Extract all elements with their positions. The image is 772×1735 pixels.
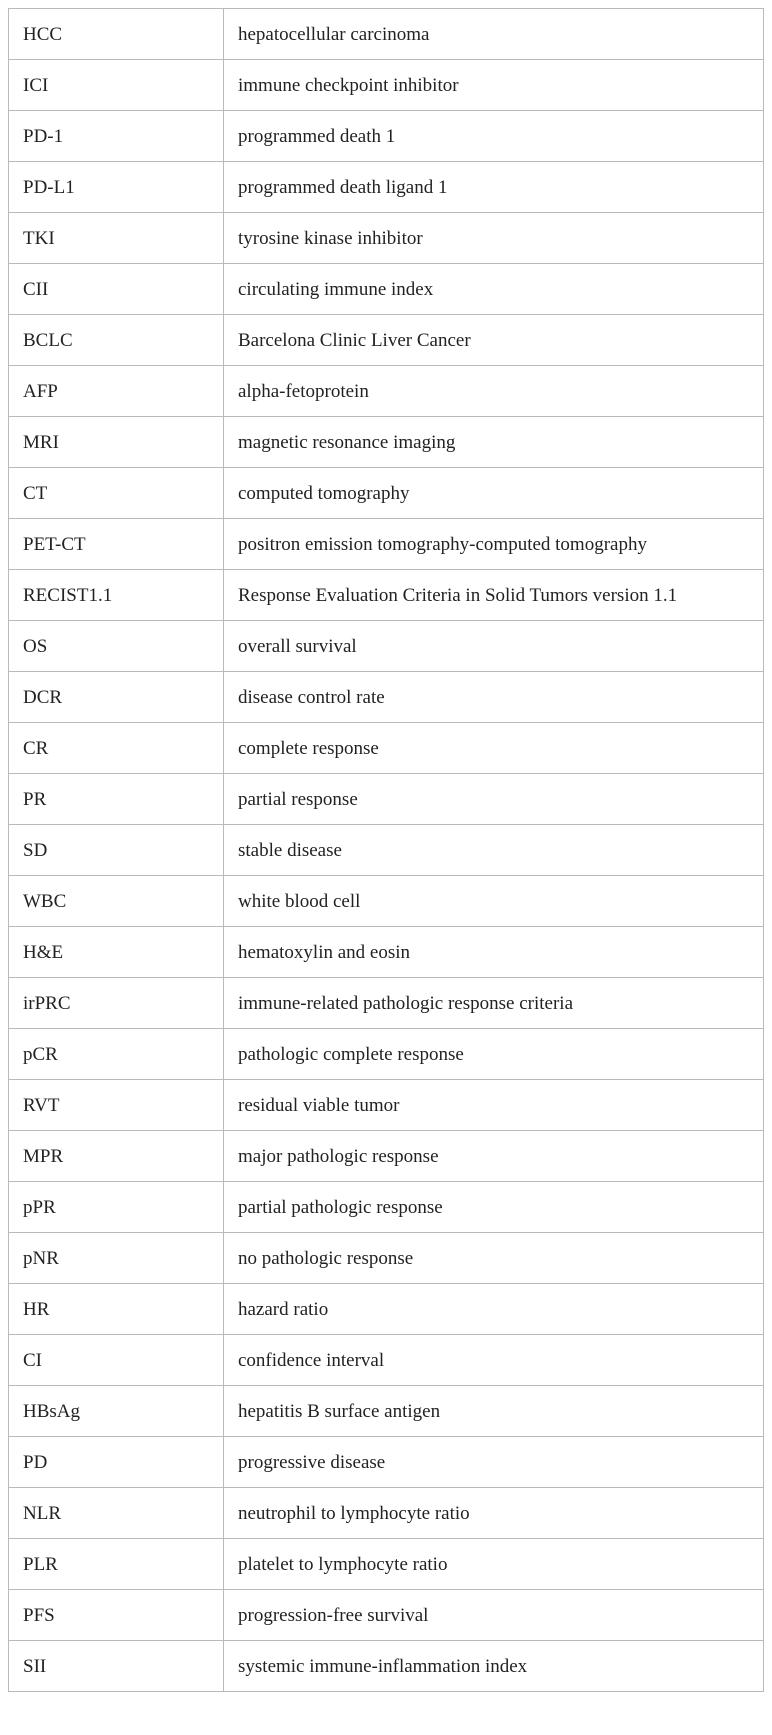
definition-cell: progressive disease bbox=[224, 1437, 764, 1488]
abbreviation-cell: irPRC bbox=[9, 978, 224, 1029]
table-row bbox=[9, 774, 764, 825]
definition-cell: white blood cell bbox=[224, 876, 764, 927]
definition-cell: programmed death ligand 1 bbox=[224, 162, 764, 213]
abbreviation-cell: HBsAg bbox=[9, 1386, 224, 1437]
definition-cell: magnetic resonance imaging bbox=[224, 417, 764, 468]
table-row bbox=[9, 1131, 764, 1182]
table-row bbox=[9, 621, 764, 672]
abbreviation-cell: H&E bbox=[9, 927, 224, 978]
definition-cell: residual viable tumor bbox=[224, 1080, 764, 1131]
definition-cell: alpha-fetoprotein bbox=[224, 366, 764, 417]
table-row bbox=[9, 1437, 764, 1488]
abbreviation-cell: pCR bbox=[9, 1029, 224, 1080]
abbreviation-cell: CT bbox=[9, 468, 224, 519]
definition-cell: programmed death 1 bbox=[224, 111, 764, 162]
abbreviation-cell: ICI bbox=[9, 60, 224, 111]
table-row bbox=[9, 468, 764, 519]
abbreviations-table-body bbox=[9, 9, 764, 1692]
abbreviation-cell: RECIST1.1 bbox=[9, 570, 224, 621]
abbreviation-cell: HR bbox=[9, 1284, 224, 1335]
definition-cell: computed tomography bbox=[224, 468, 764, 519]
abbreviation-cell: PLR bbox=[9, 1539, 224, 1590]
table-row bbox=[9, 927, 764, 978]
table-row bbox=[9, 723, 764, 774]
table-row bbox=[9, 1080, 764, 1131]
abbreviation-cell: MRI bbox=[9, 417, 224, 468]
definition-cell: immune-related pathologic response criteria bbox=[224, 978, 764, 1029]
table-row bbox=[9, 1284, 764, 1335]
table-row bbox=[9, 519, 764, 570]
abbreviation-cell: BCLC bbox=[9, 315, 224, 366]
definition-cell: progression-free survival bbox=[224, 1590, 764, 1641]
definition-cell: systemic immune-inflammation index bbox=[224, 1641, 764, 1692]
abbreviation-cell: PR bbox=[9, 774, 224, 825]
abbreviations-table bbox=[8, 8, 764, 1692]
table-row bbox=[9, 1590, 764, 1641]
table-row bbox=[9, 315, 764, 366]
table-row bbox=[9, 825, 764, 876]
table-row bbox=[9, 1233, 764, 1284]
abbreviation-cell: PD-1 bbox=[9, 111, 224, 162]
abbreviation-cell: pNR bbox=[9, 1233, 224, 1284]
abbreviation-cell: CR bbox=[9, 723, 224, 774]
abbreviation-cell: WBC bbox=[9, 876, 224, 927]
definition-cell: hepatitis B surface antigen bbox=[224, 1386, 764, 1437]
definition-cell: tyrosine kinase inhibitor bbox=[224, 213, 764, 264]
abbreviation-cell: HCC bbox=[9, 9, 224, 60]
abbreviation-cell: NLR bbox=[9, 1488, 224, 1539]
table-row bbox=[9, 978, 764, 1029]
table-row bbox=[9, 1029, 764, 1080]
abbreviation-cell: DCR bbox=[9, 672, 224, 723]
definition-cell: disease control rate bbox=[224, 672, 764, 723]
definition-cell: immune checkpoint inhibitor bbox=[224, 60, 764, 111]
table-row bbox=[9, 9, 764, 60]
definition-cell: partial response bbox=[224, 774, 764, 825]
abbreviation-cell: PD-L1 bbox=[9, 162, 224, 213]
abbreviation-cell: SII bbox=[9, 1641, 224, 1692]
definition-cell: pathologic complete response bbox=[224, 1029, 764, 1080]
table-row bbox=[9, 1335, 764, 1386]
abbreviation-cell: pPR bbox=[9, 1182, 224, 1233]
table-row bbox=[9, 417, 764, 468]
table-row bbox=[9, 1386, 764, 1437]
definition-cell: major pathologic response bbox=[224, 1131, 764, 1182]
table-row bbox=[9, 366, 764, 417]
table-row bbox=[9, 213, 764, 264]
definition-cell: circulating immune index bbox=[224, 264, 764, 315]
abbreviation-cell: AFP bbox=[9, 366, 224, 417]
table-row bbox=[9, 60, 764, 111]
definition-cell: Barcelona Clinic Liver Cancer bbox=[224, 315, 764, 366]
abbreviation-cell: RVT bbox=[9, 1080, 224, 1131]
definition-cell: neutrophil to lymphocyte ratio bbox=[224, 1488, 764, 1539]
abbreviation-cell: CI bbox=[9, 1335, 224, 1386]
table-row bbox=[9, 111, 764, 162]
abbreviation-cell: PD bbox=[9, 1437, 224, 1488]
abbreviation-cell: OS bbox=[9, 621, 224, 672]
definition-cell: Response Evaluation Criteria in Solid Tumors version 1.1 bbox=[224, 570, 764, 621]
definition-cell: no pathologic response bbox=[224, 1233, 764, 1284]
abbreviation-cell: PET-CT bbox=[9, 519, 224, 570]
abbreviation-cell: SD bbox=[9, 825, 224, 876]
table-row bbox=[9, 1182, 764, 1233]
definition-cell: stable disease bbox=[224, 825, 764, 876]
definition-cell: confidence interval bbox=[224, 1335, 764, 1386]
table-row bbox=[9, 162, 764, 213]
definition-cell: hazard ratio bbox=[224, 1284, 764, 1335]
definition-cell: overall survival bbox=[224, 621, 764, 672]
table-row bbox=[9, 672, 764, 723]
table-row bbox=[9, 876, 764, 927]
abbreviation-cell: CII bbox=[9, 264, 224, 315]
table-row bbox=[9, 1641, 764, 1692]
table-row bbox=[9, 570, 764, 621]
definition-cell: hematoxylin and eosin bbox=[224, 927, 764, 978]
table-row bbox=[9, 264, 764, 315]
abbreviation-cell: TKI bbox=[9, 213, 224, 264]
definition-cell: partial pathologic response bbox=[224, 1182, 764, 1233]
table-row bbox=[9, 1539, 764, 1590]
table-row bbox=[9, 1488, 764, 1539]
abbreviation-cell: PFS bbox=[9, 1590, 224, 1641]
abbreviation-cell: MPR bbox=[9, 1131, 224, 1182]
definition-cell: complete response bbox=[224, 723, 764, 774]
definition-cell: hepatocellular carcinoma bbox=[224, 9, 764, 60]
definition-cell: platelet to lymphocyte ratio bbox=[224, 1539, 764, 1590]
definition-cell: positron emission tomography-computed tomography bbox=[224, 519, 764, 570]
